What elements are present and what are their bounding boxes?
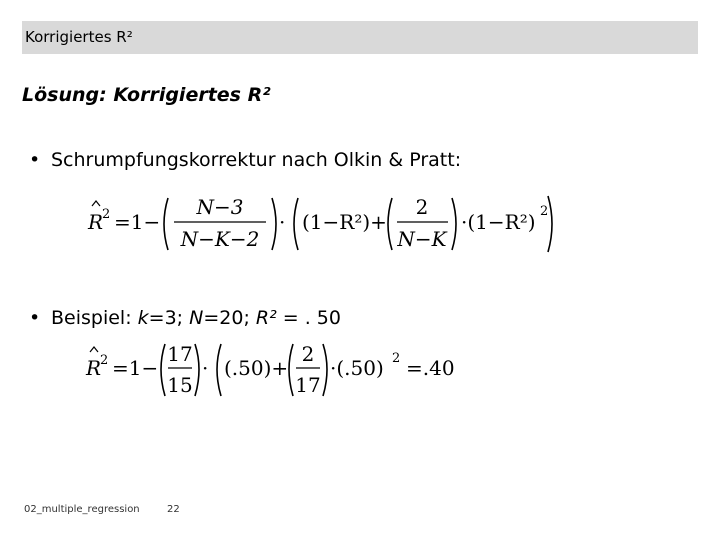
left-paren [294, 198, 298, 250]
example-r-variable: R² [255, 307, 277, 329]
fraction-numerator: 2 [301, 342, 315, 366]
left-paren [217, 344, 221, 396]
formula-tail-exponent: 2 [540, 204, 549, 219]
slide-title: Korrigiertes R² [25, 28, 133, 46]
multiply-dot: · [279, 210, 286, 234]
bullet-shrinkage-correction [29, 149, 461, 171]
formula-lhs: R [86, 356, 102, 380]
fraction-denominator: N−K [397, 227, 447, 251]
fraction-denominator: N−K−2 [180, 227, 260, 251]
fraction-numerator: 17 [167, 342, 193, 366]
formula-middle-term: (1−R²)+ [302, 210, 387, 234]
right-paren [548, 196, 552, 252]
slide-heading: Lösung: Korrigiertes R² [22, 84, 271, 106]
formula-equals: =1− [114, 210, 161, 234]
fraction-numerator: 2 [415, 195, 429, 219]
right-paren [323, 344, 327, 396]
formula-result: =.40 [406, 356, 455, 380]
footer-page-number: 22 [167, 504, 180, 515]
formula-tail-term: ·(.50) [330, 356, 384, 380]
bullet-text: Schrumpfungskorrektur nach Olkin & Pratt: [51, 149, 462, 171]
fraction-denominator: 15 [167, 373, 193, 397]
bullet-example [29, 307, 341, 329]
formula-lhs-exponent: 2 [100, 353, 109, 368]
hat-accent [92, 201, 100, 206]
footer-source: 02_multiple_regression [24, 504, 140, 515]
right-paren [272, 198, 276, 250]
fraction-numerator: N−3 [196, 195, 244, 219]
slide-title-bar [22, 21, 698, 54]
example-k-value: =3; [148, 307, 190, 329]
left-paren [161, 344, 165, 396]
olkin-pratt-formula [80, 188, 580, 258]
hat-accent [90, 347, 98, 352]
bullet-marker: • [29, 149, 41, 171]
formula-tail-term: ·(1−R²) [461, 210, 536, 234]
fraction-denominator: 17 [295, 373, 321, 397]
left-paren [388, 198, 392, 250]
formula-lhs: R [88, 210, 104, 234]
example-n-variable: N [189, 307, 204, 329]
formula-lhs-exponent: 2 [102, 207, 111, 222]
formula-tail-exponent: 2 [392, 351, 401, 366]
right-paren [452, 198, 456, 250]
right-paren [195, 344, 199, 396]
example-prefix: Beispiel: [51, 307, 138, 329]
left-paren [289, 344, 293, 396]
example-k-variable: k [137, 307, 149, 329]
formula-middle-term: (.50)+ [224, 356, 289, 380]
multiply-dot: · [202, 356, 209, 380]
example-n-value: =20; [203, 307, 256, 329]
left-paren [164, 198, 168, 250]
formula-equals: =1− [112, 356, 159, 380]
example-formula [80, 336, 480, 402]
example-r-value: = . 50 [276, 307, 341, 329]
bullet-marker: • [29, 307, 41, 329]
